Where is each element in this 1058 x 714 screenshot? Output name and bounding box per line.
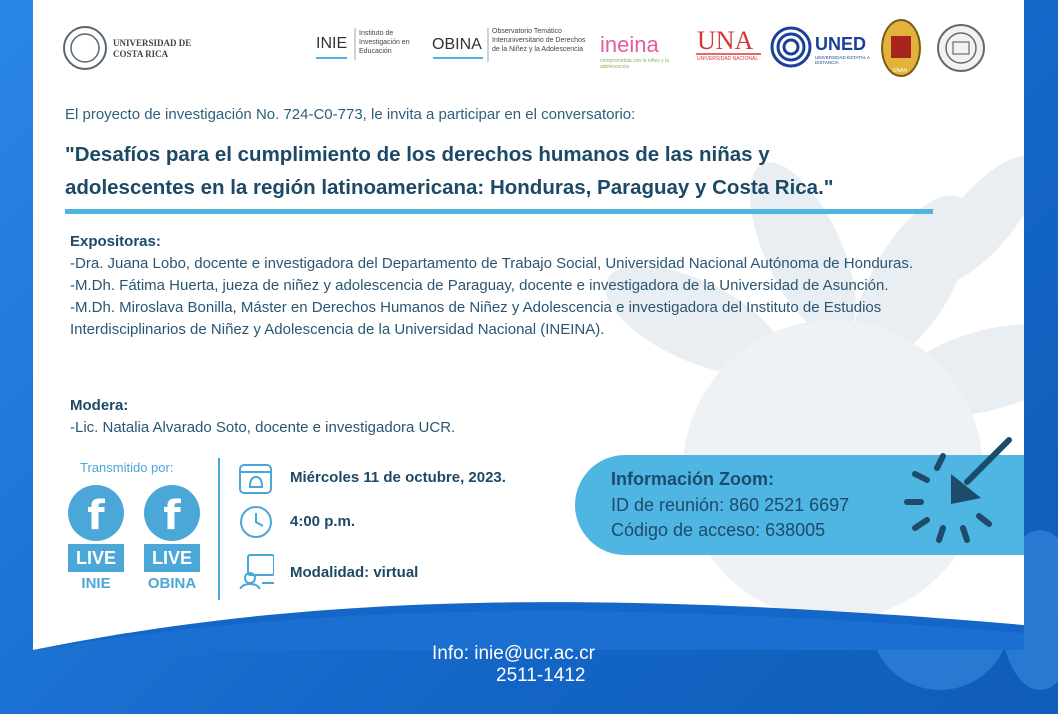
university-seal-icon [938, 25, 984, 71]
ineina-logo-text: ineina [600, 32, 659, 57]
footer-contact [432, 643, 632, 687]
zoom-title: Información Zoom: [611, 469, 774, 489]
zoom-meeting-id[interactable]: ID de reunión: 860 2521 6697 [611, 495, 850, 515]
streaming-title: Transmitido por: [80, 460, 174, 475]
section-divider [218, 458, 220, 600]
zoom-passcode[interactable]: Código de acceso: 638005 [611, 520, 826, 540]
event-title-line-1: "Desafíos para el cumplimiento de los derechos humanos de las niñas y [65, 143, 770, 166]
event-time-row [238, 504, 568, 542]
live-badge: LIVE [144, 544, 200, 572]
speaker-item: -Dra. Juana Lobo, docente e investigadora del Departamento de Trabajo Social, Universidad Nacional Autónoma de Honduras. [70, 255, 914, 272]
facebook-icon[interactable]: f [144, 485, 200, 541]
ucr-logo-icon [64, 27, 106, 69]
invitation-card [33, 0, 1024, 650]
una-logo-text: UNA [697, 26, 754, 55]
event-time: 4:00 p.m. [290, 513, 356, 530]
speakers-label: Expositoras: [70, 233, 161, 250]
live-channel-inie[interactable]: INIE [81, 575, 111, 592]
intro-text: El proyecto de investigación No. 724-C0-773, le invita a participar en el conversatorio: [65, 106, 636, 123]
event-title-line-2: adolescentes en la región latinoamericana: Honduras, Paraguay y Costa Rica." [65, 176, 834, 199]
speaker-item: -M.Dh. Fátima Huerta, jueza de niñez y adolescencia de Paraguay, docente e investigadora de la Universidad de Asunción. [70, 277, 889, 294]
title-divider [65, 209, 933, 214]
una-subtitle: UNIVERSIDAD NACIONAL [697, 56, 759, 62]
unah-badge-text: UNAH [893, 68, 908, 74]
obina-full-name: Observatorio Temático Interuniversitario de Derechos de la Niñez y la Adolescencia [492, 28, 586, 53]
calendar-bell-icon [238, 460, 274, 496]
event-date-row [238, 460, 568, 498]
live-badge: LIVE [68, 544, 124, 572]
streaming-section [68, 458, 218, 598]
moderator-label: Modera: [70, 397, 129, 414]
ucr-logo-text: UNIVERSIDAD DE COSTA RICA [113, 38, 192, 59]
event-date: Miércoles 11 de octubre, 2023. [290, 469, 506, 486]
click-cursor-icon [893, 432, 1018, 552]
uned-logo-text: UNED [815, 34, 867, 54]
facebook-icon[interactable]: f [68, 485, 124, 541]
moderator-text: -Lic. Natalia Alvarado Soto, docente e investigadora UCR. [70, 419, 456, 436]
obina-logo-text: OBINA [432, 36, 482, 53]
speakers-section [70, 231, 950, 341]
event-title [65, 138, 945, 204]
moderator-section [70, 395, 950, 439]
clock-icon [238, 504, 274, 540]
footer-email[interactable]: Info: inie@ucr.ac.cr [432, 643, 595, 664]
speaker-item: -M.Dh. Miroslava Bonilla, Máster en Derechos Humanos de Niñez y Adolescencia e investigadora del Instituto de Estudios Interdisciplinarios de Niñez y Adolescencia de la Universidad Nacional (INEINA). [70, 299, 882, 338]
inie-full-name: Instituto de Investigación en Educación [359, 30, 410, 55]
live-channel-obina[interactable]: OBINA [147, 575, 197, 592]
footer-phone[interactable]: 2511-1412 [496, 665, 586, 686]
event-mode-row [238, 553, 568, 591]
event-mode: Modalidad: virtual [290, 564, 419, 581]
inie-logo-text: INIE [316, 35, 348, 52]
uned-logo-icon [772, 28, 810, 66]
ineina-tagline: comprometida con la niñez y la adolescencia [600, 58, 669, 70]
virtual-meeting-icon [238, 553, 274, 589]
uned-subtitle: UNIVERSIDAD ESTATAL A DISTANCIA [815, 55, 870, 65]
